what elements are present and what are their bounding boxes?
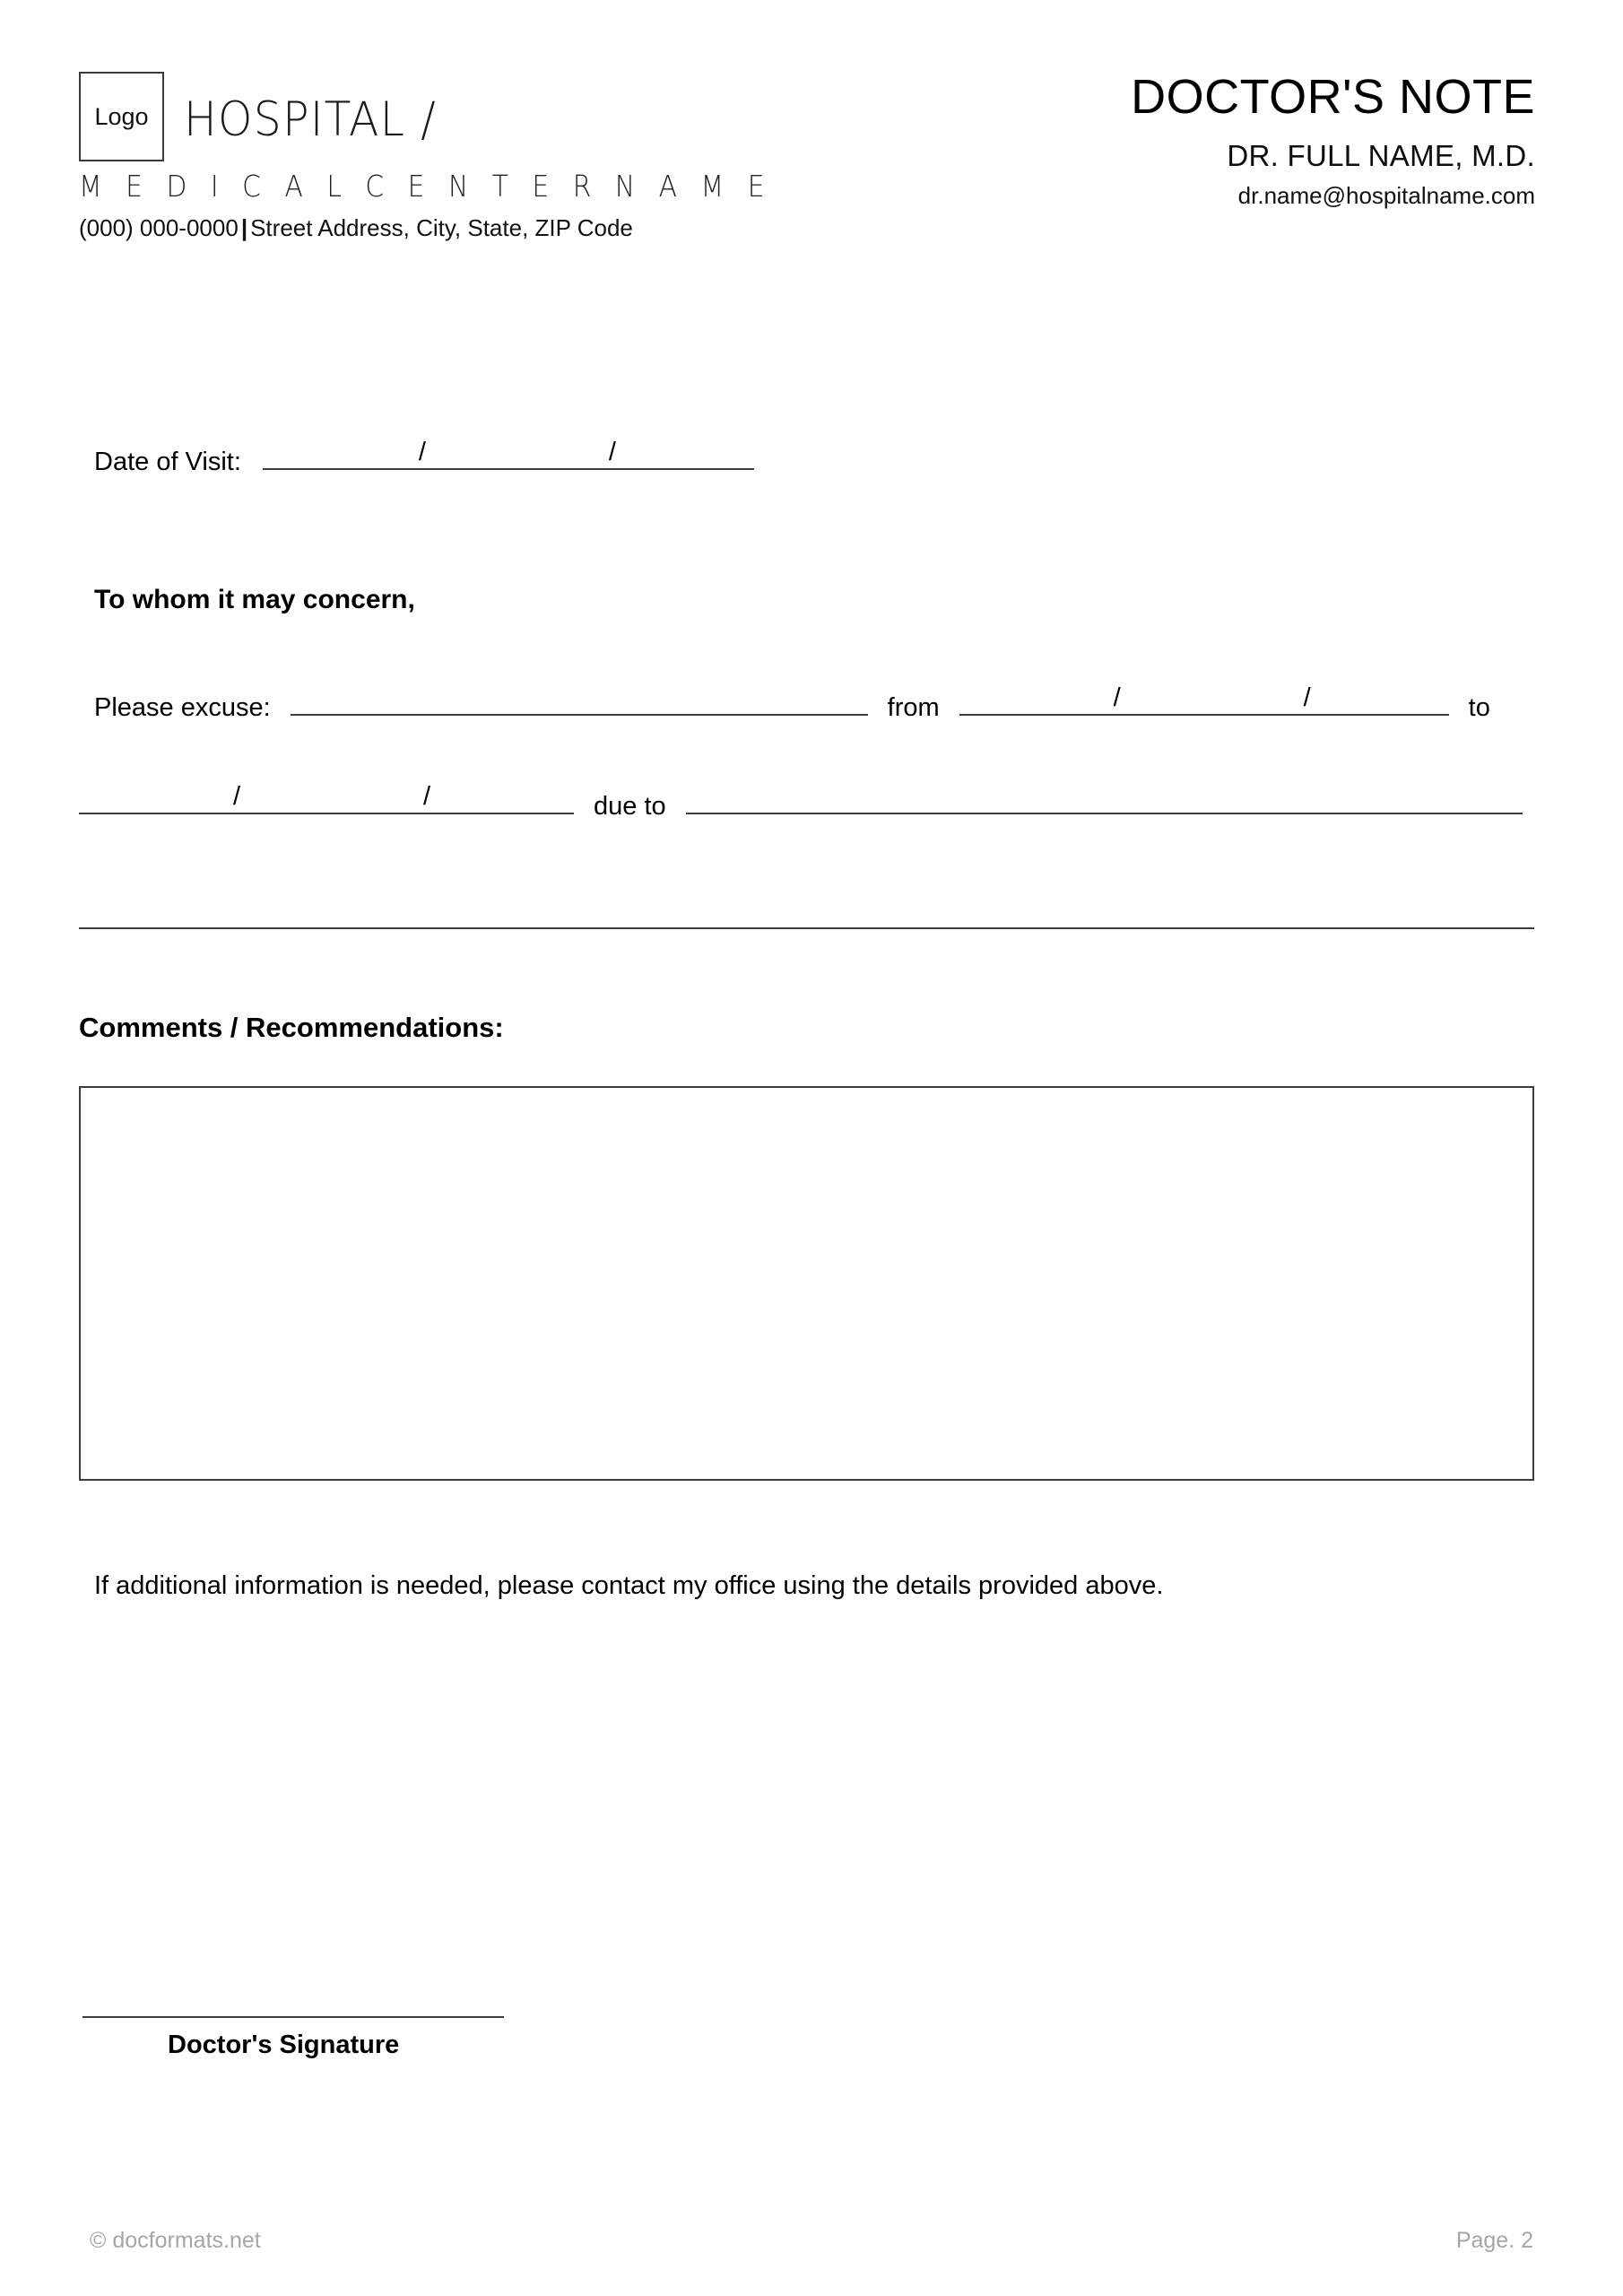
signature-line[interactable]: [82, 2016, 504, 2018]
date-of-visit-label: Date of Visit:: [94, 448, 241, 476]
organization-name: HOSPITAL /: [184, 92, 438, 147]
patient-name-input[interactable]: [291, 683, 868, 716]
reason-input-line-1[interactable]: [686, 782, 1523, 814]
logo-placeholder-box[interactable]: Logo: [79, 72, 164, 161]
organization-address: Street Address, City, State, ZIP Code: [250, 214, 633, 241]
contact-separator: |: [240, 214, 248, 241]
to-date-slash-2: /: [423, 782, 431, 811]
contact-note-text: If additional information is needed, please contact my office using the details provided above.: [94, 1571, 1164, 1600]
document-header: [79, 72, 1535, 251]
reason-input-line-2[interactable]: [79, 927, 1534, 929]
doctor-name: DR. FULL NAME, M.D.: [1227, 138, 1535, 172]
to-label: to: [1468, 693, 1490, 722]
from-date-slash-1: /: [1113, 683, 1121, 712]
header-organization-block: [79, 72, 886, 242]
date-slash-1: /: [418, 438, 426, 466]
organization-contact-line: [79, 214, 886, 242]
comments-textarea[interactable]: [79, 1086, 1534, 1481]
to-date-slash-1: /: [233, 782, 241, 811]
brand-row: [79, 72, 886, 161]
from-date-slash-2: /: [1303, 683, 1311, 712]
from-label: from: [887, 693, 940, 722]
salutation-text: To whom it may concern,: [94, 585, 415, 614]
doctor-email: dr.name@hospitalname.com: [1237, 181, 1535, 209]
organization-phone: (000) 000-0000: [79, 214, 239, 241]
absence-start-date-input[interactable]: [959, 683, 1449, 716]
page-title: DOCTOR'S NOTE: [1131, 70, 1535, 124]
date-slash-2: /: [608, 438, 616, 466]
header-doctor-block: [854, 72, 1535, 210]
salutation-row: [94, 585, 415, 615]
absence-end-row: [79, 782, 1523, 822]
date-of-visit-row: [94, 438, 754, 477]
organization-subtitle: M E D I C A L C E N T E R N A M E: [79, 169, 773, 204]
due-to-label: due to: [594, 792, 666, 821]
date-of-visit-input[interactable]: [263, 438, 754, 470]
footer-page-number: Page. 2: [1455, 2228, 1533, 2253]
footer-copyright: © docformats.net: [90, 2228, 261, 2253]
please-excuse-row: [94, 683, 1490, 723]
please-excuse-label: Please excuse:: [94, 693, 271, 722]
signature-label: Doctor's Signature: [168, 2031, 400, 2059]
absence-end-date-input[interactable]: [79, 782, 574, 814]
comments-heading: Comments / Recommendations:: [79, 1012, 504, 1043]
